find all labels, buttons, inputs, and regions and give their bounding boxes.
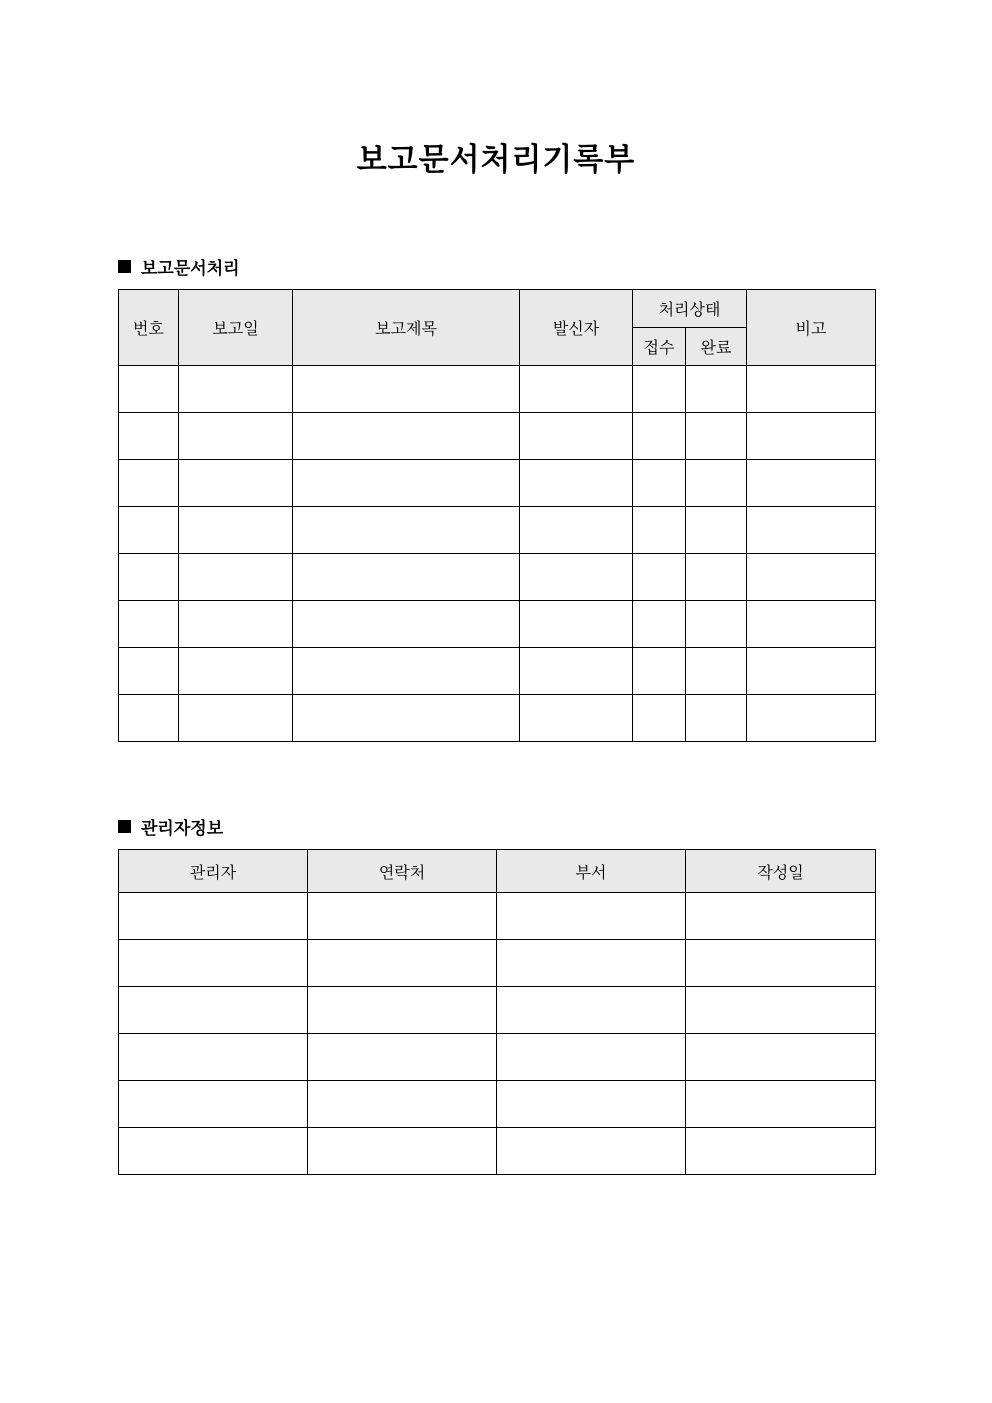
col-header-sender: 발신자 [520, 290, 633, 366]
table-cell[interactable] [633, 648, 686, 695]
table-cell[interactable] [308, 940, 497, 987]
table-cell[interactable] [497, 1128, 686, 1175]
table-cell[interactable] [686, 1081, 876, 1128]
table-cell[interactable] [308, 1081, 497, 1128]
table-row [119, 554, 876, 601]
table-cell[interactable] [293, 554, 520, 601]
table-row [119, 1081, 876, 1128]
table-cell[interactable] [179, 413, 293, 460]
table-cell[interactable] [686, 460, 747, 507]
table-cell[interactable] [686, 940, 876, 987]
table-cell[interactable] [119, 940, 308, 987]
table-cell[interactable] [308, 1034, 497, 1081]
table-cell[interactable] [179, 507, 293, 554]
table-cell[interactable] [633, 413, 686, 460]
table-cell[interactable] [633, 695, 686, 742]
table-cell[interactable] [119, 554, 179, 601]
table-cell[interactable] [119, 601, 179, 648]
table-cell[interactable] [686, 413, 747, 460]
table-cell[interactable] [747, 695, 876, 742]
table-cell[interactable] [497, 987, 686, 1034]
table-row [119, 507, 876, 554]
table-cell[interactable] [119, 1128, 308, 1175]
col-header-completed: 완료 [686, 328, 747, 366]
col-header-contact: 연락처 [308, 850, 497, 893]
col-header-remarks: 비고 [747, 290, 876, 366]
document-title: 보고문서처리기록부 [356, 142, 636, 178]
table-cell[interactable] [686, 554, 747, 601]
table-row [119, 695, 876, 742]
table-cell[interactable] [633, 460, 686, 507]
table-cell[interactable] [179, 648, 293, 695]
table-cell[interactable] [179, 366, 293, 413]
table-cell[interactable] [293, 460, 520, 507]
table-cell[interactable] [686, 507, 747, 554]
report-processing-table [118, 289, 876, 742]
table-cell[interactable] [179, 460, 293, 507]
col-header-department: 부서 [497, 850, 686, 893]
table-cell[interactable] [119, 1081, 308, 1128]
table-cell[interactable] [686, 1034, 876, 1081]
table-cell[interactable] [520, 366, 633, 413]
table-row [119, 987, 876, 1034]
table-cell[interactable] [520, 507, 633, 554]
col-header-manager: 관리자 [119, 850, 308, 893]
table-cell[interactable] [308, 893, 497, 940]
table-cell[interactable] [686, 1128, 876, 1175]
table-cell[interactable] [497, 1081, 686, 1128]
table-cell[interactable] [119, 695, 179, 742]
table-cell[interactable] [686, 366, 747, 413]
table-cell[interactable] [747, 366, 876, 413]
col-header-number: 번호 [119, 290, 179, 366]
table-cell[interactable] [520, 695, 633, 742]
table-cell[interactable] [179, 554, 293, 601]
table-cell[interactable] [520, 413, 633, 460]
table-cell[interactable] [747, 601, 876, 648]
table-row [119, 893, 876, 940]
table-cell[interactable] [520, 460, 633, 507]
manager-section-heading-text: 관리자정보 [141, 819, 224, 839]
table-cell[interactable] [633, 366, 686, 413]
table-row [119, 1034, 876, 1081]
col-header-report-date: 보고일 [179, 290, 293, 366]
table-cell[interactable] [119, 648, 179, 695]
table-cell[interactable] [747, 460, 876, 507]
table-cell[interactable] [293, 366, 520, 413]
table-row [119, 601, 876, 648]
table-cell[interactable] [497, 940, 686, 987]
table-cell[interactable] [179, 601, 293, 648]
table-cell[interactable] [293, 507, 520, 554]
table-cell[interactable] [520, 601, 633, 648]
table-cell[interactable] [633, 601, 686, 648]
table-cell[interactable] [497, 1034, 686, 1081]
report-section-heading-text: 보고문서처리 [141, 259, 240, 279]
table-cell[interactable] [293, 413, 520, 460]
table-cell[interactable] [633, 507, 686, 554]
table-cell[interactable] [497, 893, 686, 940]
table-row [119, 1128, 876, 1175]
table-cell[interactable] [293, 695, 520, 742]
manager-info-table [118, 849, 876, 1175]
report-section-heading [118, 254, 240, 279]
table-cell[interactable] [308, 1128, 497, 1175]
table-cell[interactable] [686, 648, 747, 695]
table-cell[interactable] [119, 507, 179, 554]
table-cell[interactable] [747, 648, 876, 695]
col-header-status: 처리상태 [633, 290, 747, 328]
table-cell[interactable] [119, 987, 308, 1034]
table-cell[interactable] [686, 601, 747, 648]
table-cell[interactable] [119, 460, 179, 507]
table-cell[interactable] [119, 893, 308, 940]
square-bullet-icon [118, 820, 131, 833]
table-cell[interactable] [308, 987, 497, 1034]
table-cell[interactable] [119, 1034, 308, 1081]
table-cell[interactable] [747, 554, 876, 601]
table-cell[interactable] [293, 601, 520, 648]
table-row [119, 460, 876, 507]
table-cell[interactable] [686, 987, 876, 1034]
square-bullet-icon [118, 260, 131, 273]
table-cell[interactable] [119, 413, 179, 460]
col-header-created-date: 작성일 [686, 850, 876, 893]
table-cell[interactable] [686, 695, 747, 742]
table-cell[interactable] [747, 413, 876, 460]
table-cell[interactable] [633, 554, 686, 601]
table-row [119, 648, 876, 695]
table-cell[interactable] [747, 507, 876, 554]
table-cell[interactable] [119, 366, 179, 413]
col-header-received: 접수 [633, 328, 686, 366]
manager-section-heading [118, 814, 223, 839]
table-cell[interactable] [179, 695, 293, 742]
table-row [119, 940, 876, 987]
table-row [119, 413, 876, 460]
table-row [119, 366, 876, 413]
col-header-report-title: 보고제목 [293, 290, 520, 366]
table-cell[interactable] [520, 554, 633, 601]
table-cell[interactable] [293, 648, 520, 695]
table-cell[interactable] [686, 893, 876, 940]
table-cell[interactable] [520, 648, 633, 695]
